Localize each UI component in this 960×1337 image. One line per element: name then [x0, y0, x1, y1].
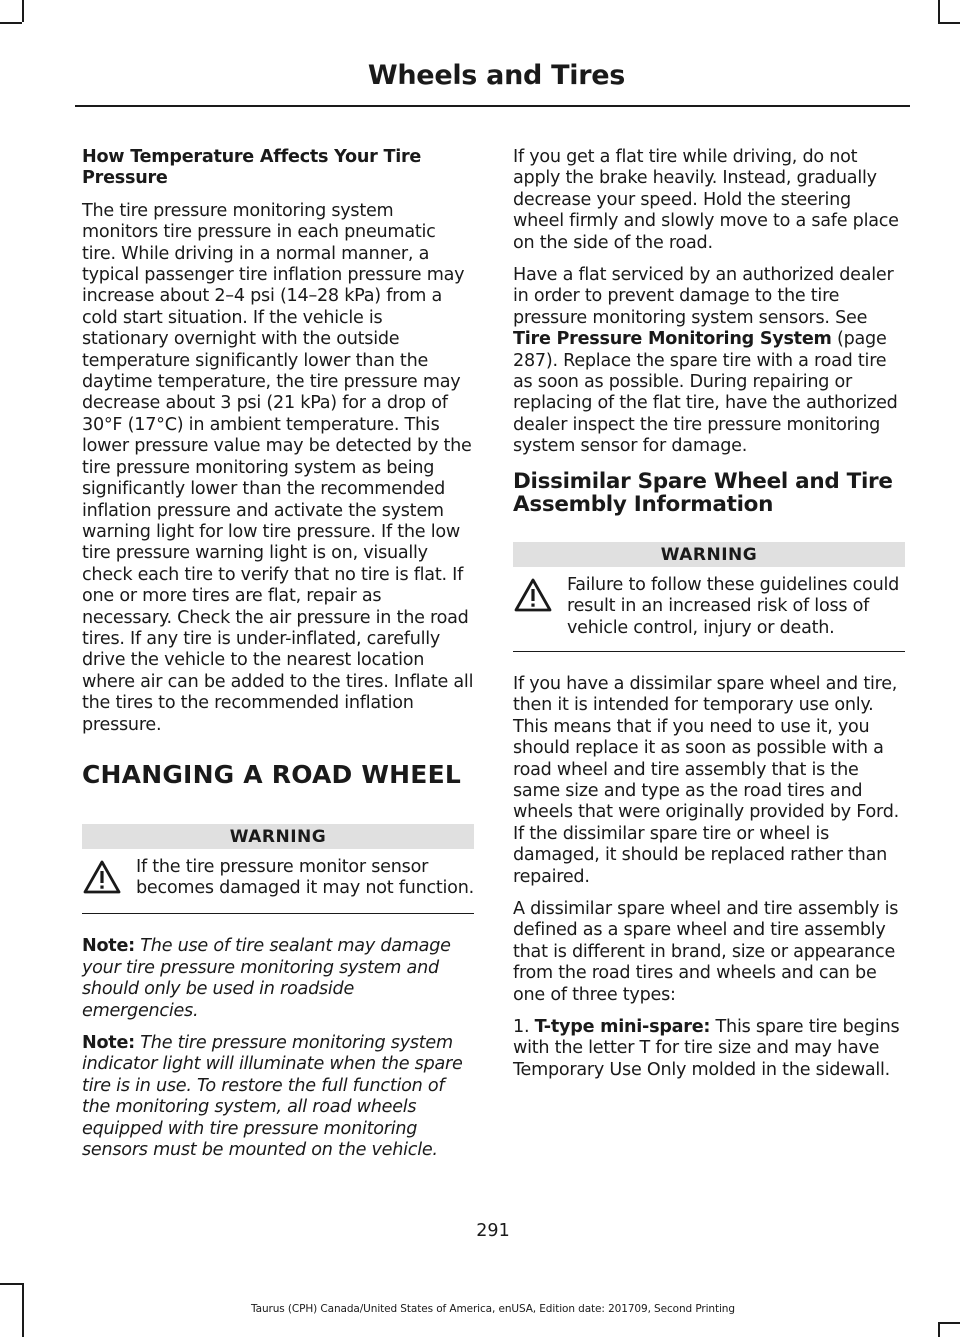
subheading-dissimilar-spare: Dissimilar Spare Wheel and Tire Assembly Information	[513, 468, 893, 517]
text-span: (page 287). Replace the spare tire with a road tire as soon as possible. During repairing or replacing of the flat tire, have the authorized dealer inspect the tire pressure monitoring system sensor for damage.	[513, 329, 898, 457]
list-item-text: This spare tire begins with the letter T for tire size and may have Temporary Use Only molded in the sidewall.	[513, 1017, 900, 1080]
crop-mark-top-left	[22, 0, 24, 22]
warning-label: WARNING	[82, 824, 474, 849]
paragraph-definition: A dissimilar spare wheel and tire assembly is defined as a spare wheel and tire assembly that is different in brand, size or appearance from the road tires and wheels and can be one of three types:	[513, 898, 899, 1005]
note-indicator-light	[82, 1033, 474, 1161]
warning-text: If the tire pressure monitor sensor becomes damaged it may not function.	[136, 856, 474, 899]
note-text: The use of tire sealant may damage your tire pressure monitoring system and should only be used in roadside emergencies.	[82, 936, 451, 1021]
warning-triangle-icon	[82, 857, 134, 901]
warning-label: WARNING	[513, 542, 905, 567]
crop-mark-bottom-right-h	[938, 1322, 960, 1324]
crop-mark-top-right	[938, 0, 940, 22]
warning-box	[82, 849, 474, 914]
crop-mark-bottom-right	[938, 1322, 940, 1337]
note-text: The tire pressure monitoring system indicator light will illuminate when the spare tire is in use. To restore the full function of the monitoring system, all road wheels equipped with tire pressure monitoring sensors must be mounted on the vehicle.	[82, 1033, 463, 1161]
paragraph-service	[513, 265, 905, 458]
warning-text: Failure to follow these guidelines could result in an increased risk of loss of vehicle control, injury or death.	[567, 574, 900, 638]
section-title-changing-wheel: CHANGING A ROAD WHEEL	[82, 759, 461, 789]
note-label: Note:	[82, 1033, 135, 1053]
warning-box	[513, 567, 905, 652]
list-item-t-type	[513, 1017, 905, 1081]
note-sealant	[82, 936, 474, 1022]
crop-mark-top-left-h	[0, 22, 22, 24]
right-column	[513, 147, 905, 1092]
cross-reference-link[interactable]: Tire Pressure Monitoring System	[513, 329, 832, 350]
list-number: 1.	[513, 1017, 530, 1037]
list-item-label: T-type mini-spare:	[534, 1017, 711, 1037]
subheading-temperature: How Temperature Affects Your Tire Pressure	[82, 147, 422, 189]
page-header-title: Wheels and Tires	[367, 60, 625, 91]
page-number: 291	[476, 1221, 510, 1241]
paragraph-temperature: The tire pressure monitoring system monitors tire pressure in each pneumatic tire. While driving in a normal manner, a typical passenger tire inflation pressure may increase about 2–4 psi (14–28 kPa) from a cold start situation. If the vehicle is stationary overnight with the outside temperature significantly lower than the daytime temperature, the tire pressure may decrease about 3 psi (21 kPa) for a drop of 30°F (17°C) in ambient temperature. This lower pressure value may be detected by the tire pressure monitoring system as being significantly lower than the recommended inflation pressure and activate the system warning light for low tire pressure. If the low tire pressure warning light is on, visually check each tire to verify that no tire is flat. If one or more tires are flat, repair as necessary. Check the air pressure in the road tires. If any tire is under-inflated, carefully drive the vehicle to the nearest location where air can be added to the tires. Inflate all the tires to the recommended inflation pressure.	[82, 200, 474, 735]
paragraph-dissimilar-spare: If you have a dissimilar spare wheel and tire, then it is intended for temporary use only. This means that if you need to use it, you should replace it as soon as possible with a road wheel and tire assembly that is the same size and type as the road tires and wheels that were originally provided by Ford. If the dissimilar spare tire or wheel is damaged, it should be replaced rather than repaired.	[513, 673, 899, 887]
text-span: Have a flat serviced by an authorized dealer in order to prevent damage to the tire pressure monitoring system sensors. See	[513, 265, 894, 328]
footer-edition: Taurus (CPH) Canada/United States of America, enUSA, Edition date: 201709, Second Printing	[251, 1303, 735, 1315]
crop-mark-bottom-left-h	[0, 1283, 22, 1285]
paragraph-flat-tire: If you get a flat tire while driving, do not apply the brake heavily. Instead, gradually decrease your speed. Hold the steering wheel firmly and slowly move to a safe place on the side of the road.	[513, 147, 899, 253]
left-column	[82, 147, 474, 1172]
crop-mark-top-right-h	[938, 22, 960, 24]
header-rule	[75, 105, 910, 107]
note-label: Note:	[82, 936, 135, 957]
warning-triangle-icon	[513, 575, 565, 639]
